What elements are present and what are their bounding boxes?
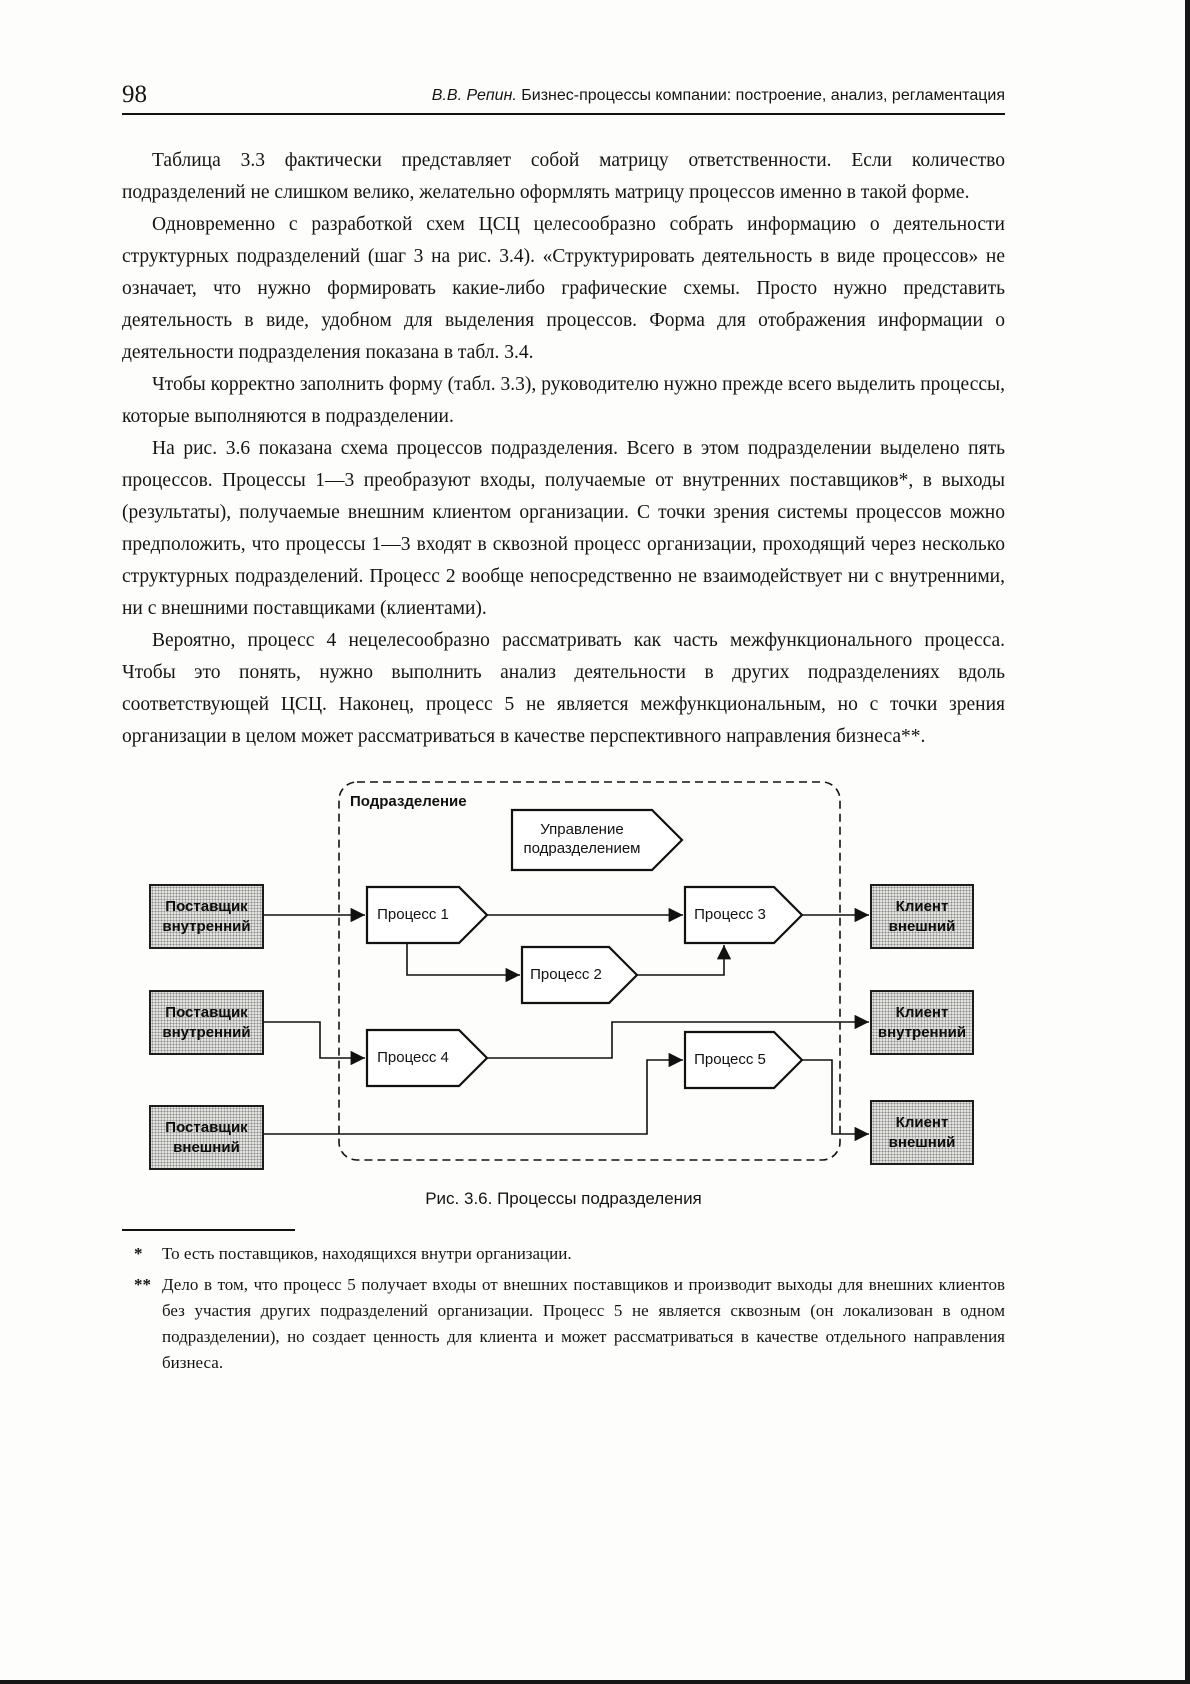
scan-edge-bottom <box>0 1680 1190 1684</box>
line-process5-client3 <box>802 1060 869 1134</box>
page-content <box>122 0 1005 1376</box>
client-external-bottom-box: Клиент внешний <box>870 1100 974 1165</box>
footnote-2 <box>134 1272 1005 1376</box>
supplier-external-box: Поставщик внешний <box>149 1105 264 1170</box>
unit-boundary-label: Подразделение <box>350 793 467 810</box>
line-process4-client2 <box>487 1022 869 1058</box>
header-book-title: Бизнес-процессы компании: построение, анализ, регламентация <box>521 87 1005 104</box>
header-author: В.В. Репин. <box>431 87 517 104</box>
running-header <box>122 0 1005 107</box>
footnote-2-marker: ** <box>134 1275 151 1294</box>
supplier-internal-top-box: Поставщик внутренний <box>149 884 264 949</box>
line-supplier2-process4 <box>264 1022 365 1058</box>
page-number: 98 <box>122 81 147 108</box>
figure-3-6 <box>122 777 1005 1177</box>
footnote-separator <box>122 1229 295 1231</box>
header-rule <box>122 113 1005 115</box>
paragraph: Одновременно с разработкой схем ЦСЦ целесообразно собрать информацию о деятельности структурных подразделений (шаг 3 на рис. 3.4). «Структурировать деятельность в виде процессов» не означает, что нужно формировать какие-либо графические схемы. Просто нужно представить деятельность в виде, удобном для выделения процессов. Форма для отображения информации о деятельности подразделения показана в табл. 3.4. <box>122 214 1005 363</box>
process-2-label: Процесс 2 <box>530 965 602 983</box>
footnotes <box>134 1241 1005 1376</box>
process-5-label: Процесс 5 <box>694 1050 766 1068</box>
running-header-text <box>147 88 1005 107</box>
figure-caption: Рис. 3.6. Процессы подразделения <box>425 1189 702 1208</box>
line-process2-process3 <box>637 945 724 975</box>
paragraph: Чтобы корректно заполнить форму (табл. 3.3), руководителю нужно прежде всего выделить процессы, которые выполняются в подразделении. <box>122 374 1005 427</box>
management-label: Управление подразделением <box>523 821 641 857</box>
supplier-internal-middle-box: Поставщик внутренний <box>149 990 264 1055</box>
process-3-label: Процесс 3 <box>694 905 766 923</box>
paragraph: Вероятно, процесс 4 нецелесообразно рассматривать как часть межфункционального процесса. Чтобы это понять, нужно выполнить анализ деятельности в других подразделениях вдоль соответствующей ЦСЦ. Наконец, процесс 5 не является межфункциональным, но с точки зрения организации в целом может рассматриваться в качестве перспективного направления бизнеса**. <box>122 630 1005 747</box>
footnote-1-text: То есть поставщиков, находящихся внутри организации. <box>162 1244 572 1263</box>
body-text <box>122 145 1005 753</box>
footnote-2-text: Дело в том, что процесс 5 получает входы от внешних поставщиков и производит выходы для внешних клиентов без участия других подразделений организации. Процесс 5 не является сквозным (он локализован в одном подразделении), но создает ценность для клиента и может рассматриваться в качестве отдельного направления бизнеса. <box>162 1275 1005 1372</box>
client-external-top-box: Клиент внешний <box>870 884 974 949</box>
client-internal-box: Клиент внутренний <box>870 990 974 1055</box>
scan-edge-right <box>1185 0 1190 1684</box>
paragraph: На рис. 3.6 показана схема процессов подразделения. Всего в этом подразделении выделено пять процессов. Процессы 1—3 преобразуют входы, получаемые от внутренних поставщиков*, в выходы (результаты), получаемые внешним клиентом организации. С точки зрения системы процессов можно предположить, что процессы 1—3 входят в сквозной процесс организации, проходящий через несколько структурных подразделений. Процесс 2 вообще непосредственно не взаимодействует ни с внутренними, ни с внешними поставщиками (клиентами). <box>122 438 1005 619</box>
footnote-1 <box>134 1241 1005 1267</box>
paragraph: Таблица 3.3 фактически представляет собой матрицу ответственности. Если количество подразделений не слишком велико, желательно оформлять матрицу процессов именно в такой форме. <box>122 150 1005 203</box>
process-1-label: Процесс 1 <box>377 905 449 923</box>
line-process1-process2 <box>407 943 520 975</box>
footnote-1-marker: * <box>134 1244 143 1263</box>
process-4-label: Процесс 4 <box>377 1048 449 1066</box>
